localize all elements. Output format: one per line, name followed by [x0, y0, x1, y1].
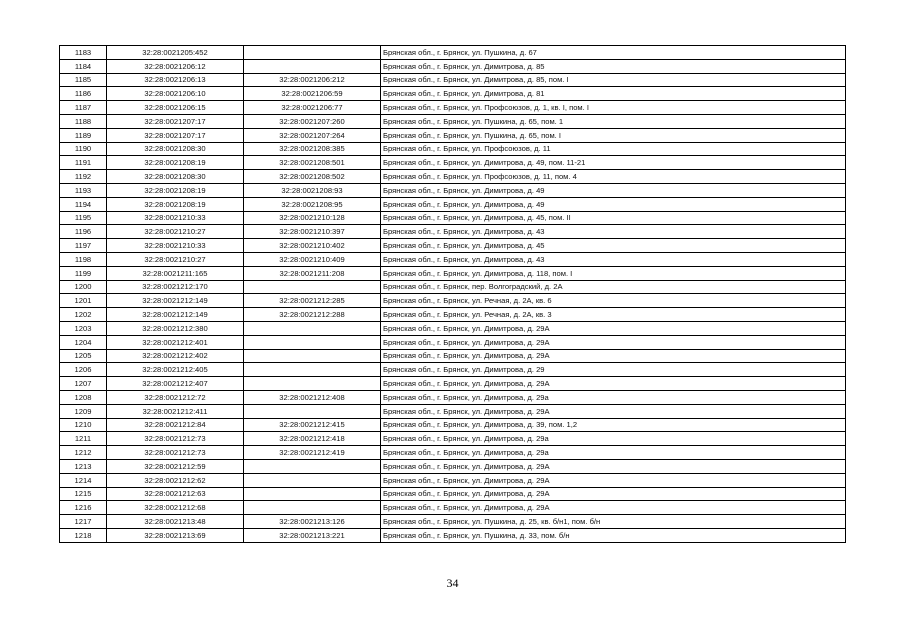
- address-cell: Брянская обл., г. Брянск, ул. Профсоюзов, д. 11: [381, 142, 846, 156]
- address-cell: Брянская обл., г. Брянск, ул. Димитрова, д. 29А: [381, 321, 846, 335]
- building-cadastral-number-cell: [244, 377, 381, 391]
- building-cadastral-number-cell: 32:28:0021210:128: [244, 211, 381, 225]
- table-row: [60, 459, 846, 473]
- land-cadastral-number-cell: 32:28:0021212:73: [107, 446, 244, 460]
- land-cadastral-number-cell: 32:28:0021210:27: [107, 252, 244, 266]
- address-cell: Брянская обл., г. Брянск, ул. Речная, д. 2А, кв. 6: [381, 294, 846, 308]
- row-number-cell: 1212: [60, 446, 107, 460]
- table-row: [60, 432, 846, 446]
- row-number-cell: 1191: [60, 156, 107, 170]
- address-cell: Брянская обл., г. Брянск, ул. Профсоюзов, д. 11, пом. 4: [381, 170, 846, 184]
- land-cadastral-number-cell: 32:28:0021211:165: [107, 266, 244, 280]
- table-row: [60, 335, 846, 349]
- building-cadastral-number-cell: 32:28:0021213:221: [244, 528, 381, 542]
- address-cell: Брянская обл., г. Брянск, ул. Димитрова, д. 29а: [381, 446, 846, 460]
- address-cell: Брянская обл., г. Брянск, ул. Димитрова, д. 49: [381, 183, 846, 197]
- building-cadastral-number-cell: [244, 501, 381, 515]
- row-number-cell: 1189: [60, 128, 107, 142]
- address-cell: Брянская обл., г. Брянск, ул. Димитрова, д. 43: [381, 225, 846, 239]
- row-number-cell: 1218: [60, 528, 107, 542]
- building-cadastral-number-cell: 32:28:0021208:502: [244, 170, 381, 184]
- address-cell: Брянская обл., г. Брянск, ул. Димитрова, д. 45: [381, 239, 846, 253]
- building-cadastral-number-cell: 32:28:0021206:59: [244, 87, 381, 101]
- address-cell: Брянская обл., г. Брянск, ул. Пушкина, д. 25, кв. б/н1, пом. б/н: [381, 515, 846, 529]
- address-cell: Брянская обл., г. Брянск, пер. Волгоградский, д. 2А: [381, 280, 846, 294]
- table-row: [60, 114, 846, 128]
- building-cadastral-number-cell: 32:28:0021212:285: [244, 294, 381, 308]
- table-row: [60, 211, 846, 225]
- row-number-cell: 1215: [60, 487, 107, 501]
- table-row: [60, 404, 846, 418]
- address-cell: Брянская обл., г. Брянск, ул. Димитрова, д. 29А: [381, 473, 846, 487]
- row-number-cell: 1187: [60, 101, 107, 115]
- building-cadastral-number-cell: [244, 404, 381, 418]
- row-number-cell: 1213: [60, 459, 107, 473]
- land-cadastral-number-cell: 32:28:0021212:401: [107, 335, 244, 349]
- building-cadastral-number-cell: [244, 46, 381, 60]
- row-number-cell: 1214: [60, 473, 107, 487]
- row-number-cell: 1210: [60, 418, 107, 432]
- building-cadastral-number-cell: 32:28:0021213:126: [244, 515, 381, 529]
- address-cell: Брянская обл., г. Брянск, ул. Димитрова, д. 45, пом. II: [381, 211, 846, 225]
- table-row: [60, 73, 846, 87]
- table-row: [60, 87, 846, 101]
- address-cell: Брянская обл., г. Брянск, ул. Димитрова, д. 43: [381, 252, 846, 266]
- building-cadastral-number-cell: 32:28:0021212:288: [244, 308, 381, 322]
- table-row: [60, 183, 846, 197]
- land-cadastral-number-cell: 32:28:0021213:48: [107, 515, 244, 529]
- table-row: [60, 142, 846, 156]
- address-cell: Брянская обл., г. Брянск, ул. Димитрова, д. 29А: [381, 335, 846, 349]
- table-row: [60, 473, 846, 487]
- row-number-cell: 1197: [60, 239, 107, 253]
- address-cell: Брянская обл., г. Брянск, ул. Пушкина, д. 33, пом. б/н: [381, 528, 846, 542]
- building-cadastral-number-cell: [244, 59, 381, 73]
- land-cadastral-number-cell: 32:28:0021212:62: [107, 473, 244, 487]
- building-cadastral-number-cell: 32:28:0021207:260: [244, 114, 381, 128]
- table-row: [60, 266, 846, 280]
- building-cadastral-number-cell: [244, 349, 381, 363]
- land-cadastral-number-cell: 32:28:0021208:19: [107, 183, 244, 197]
- land-cadastral-number-cell: 32:28:0021212:59: [107, 459, 244, 473]
- land-cadastral-number-cell: 32:28:0021212:407: [107, 377, 244, 391]
- land-cadastral-number-cell: 32:28:0021206:10: [107, 87, 244, 101]
- land-cadastral-number-cell: 32:28:0021212:411: [107, 404, 244, 418]
- building-cadastral-number-cell: [244, 459, 381, 473]
- table-row: [60, 446, 846, 460]
- table-row: [60, 377, 846, 391]
- building-cadastral-number-cell: [244, 473, 381, 487]
- building-cadastral-number-cell: 32:28:0021212:408: [244, 390, 381, 404]
- row-number-cell: 1209: [60, 404, 107, 418]
- table-row: [60, 101, 846, 115]
- land-cadastral-number-cell: 32:28:0021212:73: [107, 432, 244, 446]
- building-cadastral-number-cell: 32:28:0021212:418: [244, 432, 381, 446]
- address-cell: Брянская обл., г. Брянск, ул. Димитрова, д. 85: [381, 59, 846, 73]
- building-cadastral-number-cell: 32:28:0021210:409: [244, 252, 381, 266]
- table-row: [60, 156, 846, 170]
- land-cadastral-number-cell: 32:28:0021212:72: [107, 390, 244, 404]
- row-number-cell: 1208: [60, 390, 107, 404]
- land-cadastral-number-cell: 32:28:0021205:452: [107, 46, 244, 60]
- land-cadastral-number-cell: 32:28:0021213:69: [107, 528, 244, 542]
- table-row: [60, 170, 846, 184]
- row-number-cell: 1195: [60, 211, 107, 225]
- address-cell: Брянская обл., г. Брянск, ул. Димитрова, д. 39, пом. 1,2: [381, 418, 846, 432]
- land-cadastral-number-cell: 32:28:0021208:30: [107, 142, 244, 156]
- table-row: [60, 349, 846, 363]
- address-cell: Брянская обл., г. Брянск, ул. Димитрова, д. 49: [381, 197, 846, 211]
- address-cell: Брянская обл., г. Брянск, ул. Димитрова, д. 29а: [381, 390, 846, 404]
- table-row: [60, 59, 846, 73]
- land-cadastral-number-cell: 32:28:0021210:33: [107, 211, 244, 225]
- address-cell: Брянская обл., г. Брянск, ул. Профсоюзов, д. 1, кв. I, пом. I: [381, 101, 846, 115]
- address-cell: Брянская обл., г. Брянск, ул. Пушкина, д. 65, пом. I: [381, 128, 846, 142]
- row-number-cell: 1206: [60, 363, 107, 377]
- row-number-cell: 1193: [60, 183, 107, 197]
- address-cell: Брянская обл., г. Брянск, ул. Димитрова, д. 49, пом. 11-21: [381, 156, 846, 170]
- table-row: [60, 528, 846, 542]
- row-number-cell: 1216: [60, 501, 107, 515]
- building-cadastral-number-cell: 32:28:0021210:397: [244, 225, 381, 239]
- cadastral-register-table: [59, 45, 846, 543]
- land-cadastral-number-cell: 32:28:0021207:17: [107, 114, 244, 128]
- row-number-cell: 1199: [60, 266, 107, 280]
- land-cadastral-number-cell: 32:28:0021210:27: [107, 225, 244, 239]
- address-cell: Брянская обл., г. Брянск, ул. Димитрова, д. 29А: [381, 501, 846, 515]
- row-number-cell: 1211: [60, 432, 107, 446]
- row-number-cell: 1200: [60, 280, 107, 294]
- row-number-cell: 1201: [60, 294, 107, 308]
- row-number-cell: 1204: [60, 335, 107, 349]
- building-cadastral-number-cell: 32:28:0021210:402: [244, 239, 381, 253]
- row-number-cell: 1202: [60, 308, 107, 322]
- building-cadastral-number-cell: 32:28:0021212:415: [244, 418, 381, 432]
- land-cadastral-number-cell: 32:28:0021208:19: [107, 197, 244, 211]
- address-cell: Брянская обл., г. Брянск, ул. Димитрова, д. 29: [381, 363, 846, 377]
- land-cadastral-number-cell: 32:28:0021207:17: [107, 128, 244, 142]
- table-row: [60, 280, 846, 294]
- row-number-cell: 1194: [60, 197, 107, 211]
- address-cell: Брянская обл., г. Брянск, ул. Димитрова, д. 118, пом. I: [381, 266, 846, 280]
- land-cadastral-number-cell: 32:28:0021212:68: [107, 501, 244, 515]
- table-row: [60, 418, 846, 432]
- address-cell: Брянская обл., г. Брянск, ул. Пушкина, д. 65, пом. 1: [381, 114, 846, 128]
- address-cell: Брянская обл., г. Брянск, ул. Димитрова, д. 29А: [381, 459, 846, 473]
- building-cadastral-number-cell: [244, 321, 381, 335]
- row-number-cell: 1188: [60, 114, 107, 128]
- land-cadastral-number-cell: 32:28:0021206:13: [107, 73, 244, 87]
- table-row: [60, 225, 846, 239]
- table-row: [60, 128, 846, 142]
- building-cadastral-number-cell: 32:28:0021208:501: [244, 156, 381, 170]
- land-cadastral-number-cell: 32:28:0021212:380: [107, 321, 244, 335]
- row-number-cell: 1190: [60, 142, 107, 156]
- building-cadastral-number-cell: [244, 363, 381, 377]
- building-cadastral-number-cell: 32:28:0021212:419: [244, 446, 381, 460]
- land-cadastral-number-cell: 32:28:0021210:33: [107, 239, 244, 253]
- building-cadastral-number-cell: [244, 335, 381, 349]
- table-row: [60, 308, 846, 322]
- row-number-cell: 1184: [60, 59, 107, 73]
- land-cadastral-number-cell: 32:28:0021212:405: [107, 363, 244, 377]
- table-row: [60, 321, 846, 335]
- table-row: [60, 46, 846, 60]
- table-row: [60, 363, 846, 377]
- land-cadastral-number-cell: 32:28:0021206:12: [107, 59, 244, 73]
- building-cadastral-number-cell: 32:28:0021208:385: [244, 142, 381, 156]
- row-number-cell: 1203: [60, 321, 107, 335]
- row-number-cell: 1185: [60, 73, 107, 87]
- land-cadastral-number-cell: 32:28:0021212:170: [107, 280, 244, 294]
- row-number-cell: 1207: [60, 377, 107, 391]
- row-number-cell: 1192: [60, 170, 107, 184]
- land-cadastral-number-cell: 32:28:0021212:402: [107, 349, 244, 363]
- table-row: [60, 252, 846, 266]
- table-row: [60, 390, 846, 404]
- building-cadastral-number-cell: [244, 280, 381, 294]
- row-number-cell: 1196: [60, 225, 107, 239]
- land-cadastral-number-cell: 32:28:0021212:63: [107, 487, 244, 501]
- address-cell: Брянская обл., г. Брянск, ул. Пушкина, д. 67: [381, 46, 846, 60]
- row-number-cell: 1198: [60, 252, 107, 266]
- address-cell: Брянская обл., г. Брянск, ул. Димитрова, д. 81: [381, 87, 846, 101]
- table-body: [60, 46, 846, 543]
- building-cadastral-number-cell: 32:28:0021208:93: [244, 183, 381, 197]
- address-cell: Брянская обл., г. Брянск, ул. Димитрова, д. 29а: [381, 432, 846, 446]
- land-cadastral-number-cell: 32:28:0021208:30: [107, 170, 244, 184]
- building-cadastral-number-cell: 32:28:0021206:77: [244, 101, 381, 115]
- row-number-cell: 1186: [60, 87, 107, 101]
- address-cell: Брянская обл., г. Брянск, ул. Димитрова, д. 29А: [381, 404, 846, 418]
- row-number-cell: 1205: [60, 349, 107, 363]
- table-row: [60, 487, 846, 501]
- building-cadastral-number-cell: 32:28:0021207:264: [244, 128, 381, 142]
- address-cell: Брянская обл., г. Брянск, ул. Речная, д. 2А, кв. 3: [381, 308, 846, 322]
- land-cadastral-number-cell: 32:28:0021212:84: [107, 418, 244, 432]
- row-number-cell: 1217: [60, 515, 107, 529]
- table-row: [60, 197, 846, 211]
- address-cell: Брянская обл., г. Брянск, ул. Димитрова, д. 29А: [381, 487, 846, 501]
- land-cadastral-number-cell: 32:28:0021212:149: [107, 308, 244, 322]
- building-cadastral-number-cell: 32:28:0021211:208: [244, 266, 381, 280]
- building-cadastral-number-cell: 32:28:0021206:212: [244, 73, 381, 87]
- row-number-cell: 1183: [60, 46, 107, 60]
- table-row: [60, 515, 846, 529]
- page-number: 34: [446, 576, 459, 590]
- address-cell: Брянская обл., г. Брянск, ул. Димитрова, д. 29А: [381, 377, 846, 391]
- table-row: [60, 501, 846, 515]
- address-cell: Брянская обл., г. Брянск, ул. Димитрова, д. 85, пом. I: [381, 73, 846, 87]
- table-row: [60, 239, 846, 253]
- table-row: [60, 294, 846, 308]
- building-cadastral-number-cell: [244, 487, 381, 501]
- land-cadastral-number-cell: 32:28:0021206:15: [107, 101, 244, 115]
- land-cadastral-number-cell: 32:28:0021208:19: [107, 156, 244, 170]
- land-cadastral-number-cell: 32:28:0021212:149: [107, 294, 244, 308]
- address-cell: Брянская обл., г. Брянск, ул. Димитрова, д. 29А: [381, 349, 846, 363]
- building-cadastral-number-cell: 32:28:0021208:95: [244, 197, 381, 211]
